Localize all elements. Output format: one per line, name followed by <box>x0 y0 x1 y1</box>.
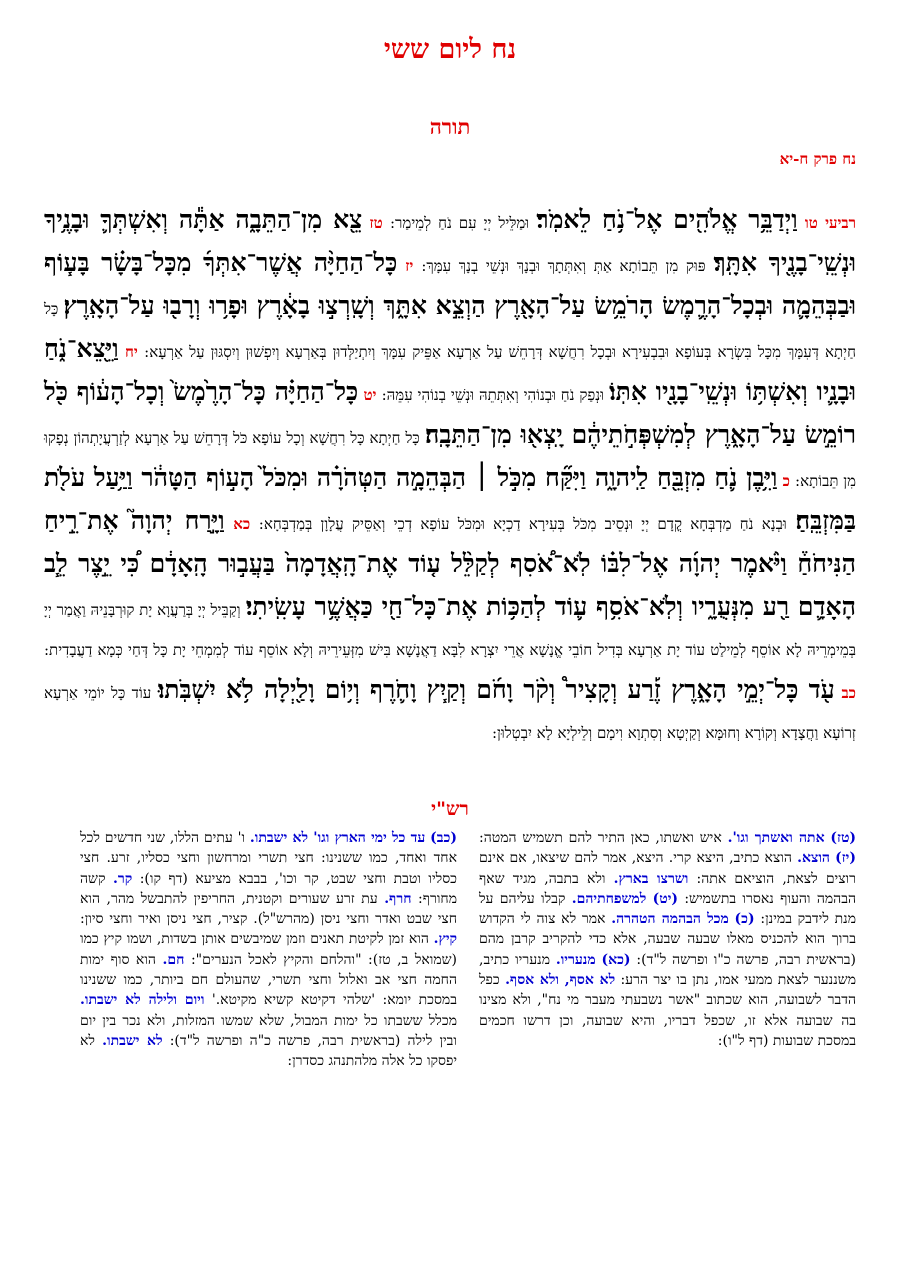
rashi-heading: אתה ואשתך וגו'. <box>727 830 825 846</box>
rashi-heading: הוצא. <box>797 850 830 867</box>
rashi-verse-ref: (כא) <box>601 951 631 968</box>
rashi-heading: ושרצו בארץ. <box>613 870 689 887</box>
rashi-text: איש ואשתו, כאן התיר להם תשמיש המטה: <box>479 830 722 846</box>
rashi-heading: ויום ולילה לא ישבתו. <box>80 992 205 1009</box>
verse-number: כ <box>782 472 790 490</box>
rashi-text: מכלל ששבתו כל ימות המבול, שלא שמשו המזלות, ולא נכר בין יום ובין לילה (בראשית רבה, פרשה כ"ה ופרשה ל"ד): <box>80 1012 458 1049</box>
targum-text: כָּל חַיְתָא דְּעִמָּךְ מִכָּל בִּשְׂרָא בְּעוֹפָא וּבִבְעִירָא וּבְכָל רִחֲשָׁא דְּרָחֵשׁ עַל אַרְעָא אַפֵּיק עִמָּךְ וְיִתְיַלְּדוּן בְּאַרְעָא וְיִפְשׁוּן וְיִסְגּוּן עַל אַרְעָא: <box>44 300 856 361</box>
page-title: נח ליום ששי <box>383 34 517 65</box>
rashi-text: ו' עתים הללו, שני חדשים לכל אחד ואחד, כמו ששנינו: חצי תשרי ומרחשון וחצי כסליו, זרע. חצי כסליו וטבת וחצי שבט, קר וכו', בבבא מציעא (דף קו): <box>80 830 457 887</box>
rashi-text: הוא סוף ימות החמה חצי אב ואלול וחצי תשרי, שהעולם חם ביותר, כמו ששנינו במסכת יומא: 'שלהי דקיטא קשיא מקיטא.' <box>80 951 457 1009</box>
rashi-title: רש"י <box>431 798 469 820</box>
rashi-text: ולא בתבה, מגיד שאף הבהמה והעוף נאסרו בתשמיש: <box>479 870 857 907</box>
rashi-heading: קר. <box>112 870 133 887</box>
section-title: תורה <box>429 114 471 139</box>
rashi-text: עת זרע שעורים וקטנית, החריפין להתבשל מהר, הוא חצי שבט ואדר וחצי ניסן (מהרש"ל). קציר, חצי ניסן ואיר וחצי סיון: <box>80 890 457 928</box>
rashi-heading: לא אסף, ולא אסף. <box>505 972 616 989</box>
verse-number: יז <box>405 257 414 275</box>
rashi-verse-ref: (כ) <box>734 911 755 928</box>
rashi-text: לא יפסקו כל אלה מלהתנהג כסדרן: <box>80 1032 457 1070</box>
verse-text: וַיֵּ֖צֵא־נֹ֑חַ וּבָנָ֛יו וְאִשְׁתּ֥וֹ וּנְשֵֽׁי־בָנָ֖יו אִתּֽוֹ׃ <box>44 334 857 406</box>
verse-text: כָּל־הַחַיָּ֗ה כָּל־הָרֶ֙מֶשׂ֙ וְכָל־הָע֔וֹף כֹּ֖ל רוֹמֵ֣שׂ עַל־הָאָ֑רֶץ לְמִשְׁפְּחֹ֣תֵיהֶ֔ם יָֽצְא֖וּ מִן־הַתֵּבָֽה׃ <box>44 377 857 449</box>
rashi-text: הוא זמן לקיטת תאנים וזמן שמיבשים אותן בשדות, ושמו קיץ כמו (שמואל ב, טז): "והלחם והקיץ לאכל הנערים": <box>80 931 458 968</box>
rashi-verse-ref: (טז) <box>830 830 857 846</box>
rashi-text: קבלו עליהם על מנת לידבק במינן: <box>479 890 857 928</box>
aliyah-label: רביעי <box>825 214 857 232</box>
rashi-heading: לא ישבתו. <box>102 1032 163 1049</box>
rashi-heading: חם. <box>162 951 185 968</box>
targum-text: וּנְפַק נֹחַ וּבְנוֹהִי וְאִתְּתֵהּ וּנְשֵׁי בְנוֹהִי עִמֵּהּ: <box>381 386 604 404</box>
rashi-text: מנעריו כתיב, משננער לצאת ממעי אמו, נתן בו יצר הרע: <box>479 951 856 989</box>
rashi-text: קשה מחורף: <box>80 870 458 907</box>
verse-text: כָּל־הַחַיָּ֨ה אֲשֶׁר־אִתְּךָ֜ מִכָּל־בָּשָׂ֗ר בָּע֧וֹף וּבַבְּהֵמָ֛ה וּבְכָל־הָרֶ֛מֶשׂ הָרֹמֵ֥שׂ עַל־הָאָ֖רֶץ הַוְצֵ֣א אִתָּ֑ךְ וְשָֽׁרְצ֣וּ בָאָ֔רֶץ וּפָר֥וּ וְרָב֖וּ עַל־הָאָֽרֶץ׃ <box>44 248 856 320</box>
rashi-heading: מנעריו. <box>555 951 596 968</box>
verse-text: וַיְדַבֵּ֥ר אֱלֹהִ֖ים אֶל־נֹ֥חַ לֵאמֹֽר׃ <box>536 205 798 234</box>
rashi-heading: למשפחתיהם. <box>571 890 647 907</box>
rashi-heading: עד כל ימי הארץ וגו' לא ישבתו. <box>249 830 426 846</box>
rashi-heading: קיץ. <box>433 931 458 948</box>
targum-text: כָּל חַיְתָא כָּל רִחֲשָׁא וְכָל עוֹפָא כֹּל דְּרָחֵשׁ עַל אַרְעָא לְזַרְעֲיָתְהוֹן נְפָקוּ מִן תֵּבוֹתָא: <box>44 429 856 490</box>
targum-text: פּוּק מִן תֵּבוֹתָא אַתְּ וְאִתְּתָךְ וּבְנָךְ וּנְשֵׁי בְנָךְ עִמָּךְ: <box>421 257 706 275</box>
verse-number: יט <box>363 386 377 404</box>
verse-number: טו <box>804 214 818 232</box>
targum-text: וּמַלֵּיל יְיָ עִם נֹחַ לְמֵימַר: <box>390 214 530 232</box>
verse-number: כב <box>841 684 857 702</box>
verse-text: וַיָּ֣רַח יְהוָה֮ אֶת־רֵ֣יחַ הַנִּיחֹחַ֒ וַיֹּ֨אמֶר יְהוָ֜ה אֶל־לִבּ֗וֹ לֹֽא־אֹ֠סִף לְקַלֵּ֨ל ע֤וֹד אֶת־הָֽאֲדָמָה֙ בַּעֲב֣וּר הָֽאָדָ֔ם כִּ֠י יֵ֣צֶר לֵ֧ב הָאָדָ֛ם רַ֖ע מִנְּעֻרָ֑יו וְלֹֽא־אֹסִ֥ף ע֛וֹד לְהַכּ֥וֹת אֶת־כָּל־חַ֖י כַּאֲשֶׁ֥ר עָשִֽׂיתִי׃ <box>44 506 856 621</box>
rashi-column-right <box>479 828 856 1072</box>
rashi-text: אמר לא צוה לי הקדוש ברוך הוא להכניס מאלו שבעה שבעה, אלא כדי להקריב קרבן מהם (בראשית רבה, פרשה כ"ו ופרשה ל"ד): <box>479 911 857 968</box>
targum-text: עוֹד כָּל יוֹמֵי אַרְעָא זְרוֹעָא וַחֲצָדָא וְקוֹרָא וְחוּמָּא וְקַיְטָא וְסִתְוָא וִימָם וְלֵילְיָא לָא יִבְטְלוּן: <box>44 684 856 742</box>
torah-text-block <box>44 200 856 753</box>
verse-text: וַיִּ֥בֶן נֹ֛חַ מִזְבֵּ֖חַ לַֽיהוָ֑ה וַיִּקַּ֞ח מִכֹּ֣ל ׀ הַבְּהֵמָ֣ה הַטְּהֹרָ֗ה וּמִכֹּל֙ הָע֣וֹף הַטָּהֹ֔ר וַיַּ֥עַל עֹלֹ֖ת בַּמִּזְבֵּֽחַ׃ <box>44 463 857 535</box>
verse-group <box>390 205 818 234</box>
chapter-reference: נח פרק ח-יא <box>779 150 856 168</box>
targum-text: וְקַבֵּיל יְיָ בְּרַעֲוָא יָת קוּרְבָּנֵיהּ וַאֲמַר יְיָ בְּמֵימְרֵיהּ לָא אוֹסֵף לְמֵילַט עוֹד יָת אַרְעָא בְּדִיל חוֹבֵי אֱנָשָׁא אֲרֵי יִצְרָא לִבָּא דַאֲנָשָׁא בִּישׁ מִזְּעֵירֵיהּ וְלָא אוֹסֵף עוֹד לְמִמְחֵי יָת כָּל דְּחַי כְּמָא דַעֲבָדִית: <box>44 601 856 659</box>
verse-number: טז <box>369 214 383 232</box>
rashi-text: הוצא כתיב, היצא קרי. היצא, אמר להם שיצאו, אם אינם רוצים לצאת, הוציאם אתה: <box>479 850 857 887</box>
rashi-heading: מכל הבהמה הטהרה. <box>611 911 729 928</box>
verse-group <box>44 506 856 659</box>
verse-text: עֹ֖ד כָּל־יְמֵ֣י הָאָ֑רֶץ זֶ֡רַע וְקָצִיר֩ וְקֹ֨ר וָחֹ֜ם וְקַ֧יִץ וָחֹ֛רֶף וְי֥וֹם וָלַ֖יְלָה לֹ֥א יִשְׁבֹּֽתוּ׃ <box>157 675 835 704</box>
rashi-column-left <box>80 828 457 1072</box>
verse-text: צֵ֖א מִן־הַתֵּבָ֑ה אַתָּ֕ה וְאִשְׁתְּךָ֛ וּבָנֶ֥יךָ וּנְשֵֽׁי־בָנֶ֖יךָ אִתָּֽךְ׃ <box>44 205 856 277</box>
rashi-commentary <box>80 828 856 1072</box>
verse-number: כא <box>233 515 251 533</box>
rashi-entry <box>479 830 856 846</box>
rashi-verse-ref: (יז) <box>835 850 856 867</box>
rashi-verse-ref: (כב) <box>430 830 457 846</box>
verse-group <box>44 675 857 742</box>
rashi-text: כפל הדבר לשבועה, הוא שכתוב "אשר נשבעתי מעבר מי נח", ולא מצינו בה שבועה אלא זו, שכפל דבריו, והיא שבועה, וכן דרשו חכמים במסכת שבועות (דף ל"ו): <box>479 972 856 1049</box>
rashi-heading: חרף. <box>384 890 412 907</box>
verse-number: יח <box>124 343 138 361</box>
rashi-verse-ref: (יט) <box>652 890 678 907</box>
targum-text: וּבְנָא נֹחַ מַדְבְּחָא קֳדָם יְיָ וּנְסֵיב מִכֹּל בְּעִירָא דַכְיָא וּמִכֹּל עוֹפָא דְכֵי וְאַסֵּיק עֲלָוָן בְּמַדְבְּחָא: <box>258 515 787 533</box>
rashi-entry <box>80 830 457 887</box>
rashi-entry <box>80 891 457 927</box>
